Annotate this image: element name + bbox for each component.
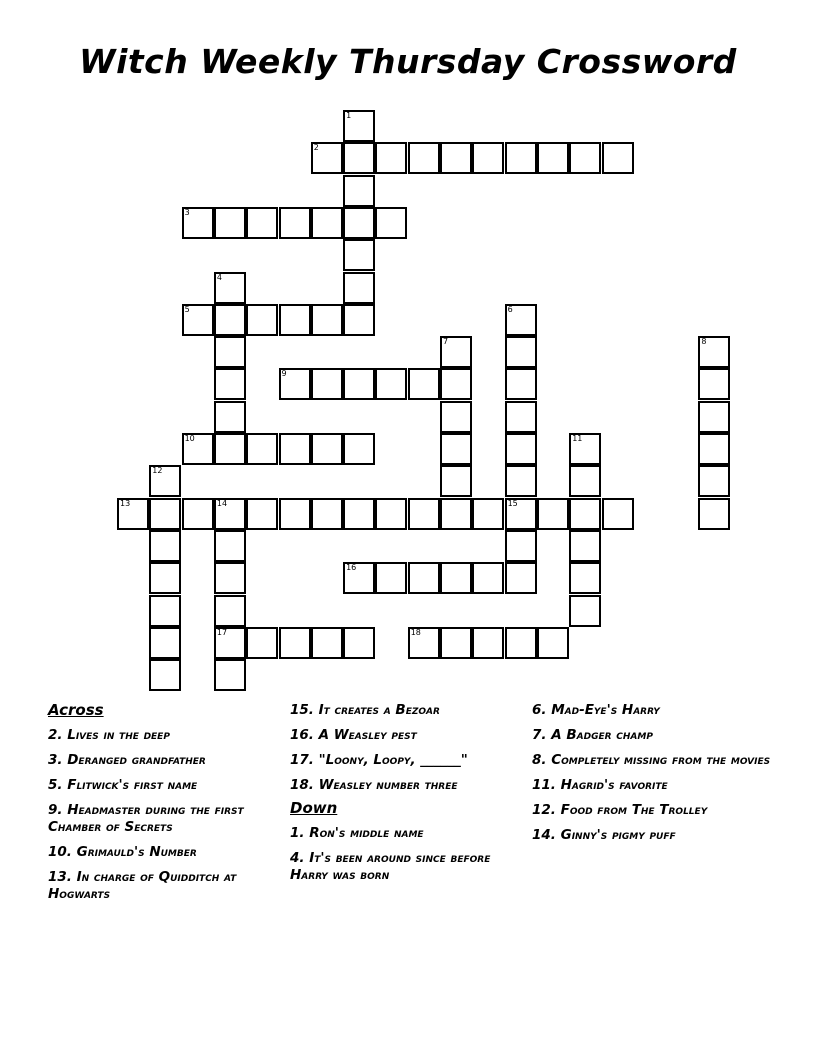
puzzle-title: Witch Weekly Thursday Crossword: [79, 42, 737, 81]
clue-down-4: 4. It's been around since before Harry was born: [290, 850, 491, 883]
grid-cell[interactable]: [311, 368, 343, 400]
grid-cell[interactable]: [343, 562, 375, 594]
grid-cell[interactable]: [214, 562, 246, 594]
grid-cell[interactable]: [149, 498, 181, 530]
clue-down-8: 8. Completely missing from the movies: [532, 752, 771, 768]
clue-down-1: 1. Ron's middle name: [290, 825, 424, 841]
clue-number: 2: [313, 143, 319, 153]
grid-cell[interactable]: [279, 304, 311, 336]
grid-cell[interactable]: [569, 498, 601, 530]
clue-number: 8: [701, 337, 707, 347]
clue-number: 12: [152, 466, 163, 476]
grid-cell[interactable]: [602, 498, 634, 530]
grid-cell[interactable]: [214, 401, 246, 433]
clue-across-17: 17. "Loony, Loopy, ______": [290, 752, 468, 768]
grid-cell[interactable]: [472, 627, 504, 659]
grid-cell[interactable]: [505, 336, 537, 368]
grid-cell[interactable]: [440, 465, 472, 497]
grid-cell[interactable]: [698, 498, 730, 530]
grid-cell[interactable]: [440, 142, 472, 174]
grid-cell[interactable]: [343, 368, 375, 400]
clue-number: 18: [410, 627, 421, 637]
grid-cell[interactable]: [246, 627, 278, 659]
clue-column-2: [290, 700, 515, 884]
grid-cell[interactable]: [440, 336, 472, 368]
clue-number: 14: [216, 498, 228, 508]
grid-cell[interactable]: [311, 433, 343, 465]
grid-cell[interactable]: [537, 142, 569, 174]
grid-cell[interactable]: [440, 401, 472, 433]
grid-cell[interactable]: [311, 142, 343, 174]
grid-cell[interactable]: [440, 627, 472, 659]
clue-number: 1: [346, 111, 352, 120]
grid-cell[interactable]: [472, 498, 504, 530]
grid-cell[interactable]: [246, 304, 278, 336]
grid-cell[interactable]: [440, 433, 472, 465]
clue-column-3: [532, 700, 772, 844]
grid-cell[interactable]: [408, 562, 440, 594]
grid-cell[interactable]: [182, 304, 214, 336]
grid-cell[interactable]: [214, 659, 246, 691]
grid-cell[interactable]: [343, 110, 375, 142]
clue-number: 6: [507, 304, 513, 314]
clue-number: 3: [184, 207, 190, 217]
grid-cell[interactable]: [505, 401, 537, 433]
grid-cell[interactable]: [311, 498, 343, 530]
clue-number: 17: [216, 627, 228, 637]
grid-cell[interactable]: [375, 207, 407, 239]
grid-cell[interactable]: [472, 562, 504, 594]
clue-number: 15: [507, 498, 518, 508]
grid-cell[interactable]: [569, 433, 601, 465]
clue-down-14: 14. Ginny's pigmy puff: [532, 827, 676, 843]
clue-column-1: [48, 700, 273, 903]
grid-cell[interactable]: [214, 595, 246, 627]
across-heading: Across: [48, 701, 104, 719]
grid-cell[interactable]: [214, 207, 246, 239]
grid-cell[interactable]: [698, 465, 730, 497]
clue-across-10: 10. Grimauld's Number: [48, 844, 197, 860]
grid-cell[interactable]: [214, 498, 246, 530]
grid-cell[interactable]: [505, 498, 537, 530]
grid-cell[interactable]: [569, 465, 601, 497]
grid-cell[interactable]: [246, 498, 278, 530]
clue-across-2: 2. Lives in the deep: [48, 727, 170, 743]
clue-number: 5: [184, 304, 190, 314]
grid-cell[interactable]: [375, 142, 407, 174]
grid-cell[interactable]: [182, 207, 214, 239]
grid-cell[interactable]: [149, 530, 181, 562]
grid-cell[interactable]: [343, 142, 375, 174]
grid-cell[interactable]: [279, 627, 311, 659]
grid-cell[interactable]: [602, 142, 634, 174]
grid-cell[interactable]: [408, 142, 440, 174]
grid-cell[interactable]: [698, 368, 730, 400]
clue-across-5: 5. Flitwick's first name: [48, 777, 198, 793]
grid-cell[interactable]: [698, 401, 730, 433]
grid-cell[interactable]: [505, 304, 537, 336]
grid-cell[interactable]: [505, 142, 537, 174]
clue-number: 9: [281, 369, 287, 379]
grid-cell[interactable]: [505, 368, 537, 400]
grid-cell[interactable]: [343, 498, 375, 530]
grid-cell[interactable]: [279, 498, 311, 530]
grid-cell[interactable]: [698, 433, 730, 465]
clue-down-11: 11. Hagrid's favorite: [532, 777, 668, 793]
grid-cell[interactable]: [505, 433, 537, 465]
clue-number: 7: [443, 337, 449, 347]
clue-down-6: 6. Mad-Eye's Harry: [532, 702, 660, 718]
grid-cell[interactable]: [440, 368, 472, 400]
grid-cell[interactable]: [214, 368, 246, 400]
grid-cell[interactable]: [343, 272, 375, 304]
grid-cell[interactable]: [343, 627, 375, 659]
grid-cell[interactable]: [375, 368, 407, 400]
grid-cell[interactable]: [440, 498, 472, 530]
grid-cell[interactable]: [149, 627, 181, 659]
grid-cell[interactable]: [537, 627, 569, 659]
grid-cell[interactable]: [279, 368, 311, 400]
grid-cell[interactable]: [343, 207, 375, 239]
grid-cell[interactable]: [408, 368, 440, 400]
grid-cell[interactable]: [569, 562, 601, 594]
clue-down-7: 7. A Badger champ: [532, 727, 653, 743]
grid-cell[interactable]: [440, 562, 472, 594]
grid-cell[interactable]: [117, 498, 149, 530]
grid-cell[interactable]: [375, 498, 407, 530]
clue-number: 4: [216, 272, 222, 282]
clue-number: 11: [572, 434, 583, 443]
grid-cell[interactable]: [149, 659, 181, 691]
grid-cell[interactable]: [311, 627, 343, 659]
clue-across-18: 18. Weasley number three: [290, 777, 458, 793]
grid-cell[interactable]: [343, 433, 375, 465]
grid-cell[interactable]: [408, 627, 440, 659]
grid-cell[interactable]: [279, 433, 311, 465]
grid-cell[interactable]: [311, 207, 343, 239]
clue-down-12: 12. Food from The Trolley: [532, 802, 708, 818]
clue-across-16: 16. A Weasley pest: [290, 727, 417, 743]
grid-cell[interactable]: [149, 465, 181, 497]
grid-cell[interactable]: [214, 304, 246, 336]
grid-cell[interactable]: [343, 239, 375, 271]
clue-across-9: 9. Headmaster during the first Chamber of Secrets: [48, 802, 244, 835]
grid-cell[interactable]: [505, 627, 537, 659]
clue-number: 16: [346, 563, 357, 573]
grid-cell[interactable]: [569, 530, 601, 562]
grid-cell[interactable]: [505, 530, 537, 562]
grid-cell[interactable]: [214, 272, 246, 304]
grid-cell[interactable]: [149, 595, 181, 627]
grid-cell[interactable]: [343, 304, 375, 336]
grid-cell[interactable]: [408, 498, 440, 530]
grid-cell[interactable]: [214, 530, 246, 562]
grid-cell[interactable]: [311, 304, 343, 336]
grid-cell[interactable]: [182, 433, 214, 465]
grid-cell[interactable]: [472, 142, 504, 174]
clue-number: 13: [120, 498, 131, 508]
grid-cell[interactable]: [505, 562, 537, 594]
clue-across-3: 3. Deranged grandfather: [48, 752, 206, 768]
grid-cell[interactable]: [375, 562, 407, 594]
clue-number: 10: [184, 434, 195, 443]
grid-cell[interactable]: [182, 498, 214, 530]
grid-cell[interactable]: [214, 627, 246, 659]
grid-cell[interactable]: [698, 336, 730, 368]
down-heading: Down: [290, 799, 338, 817]
grid-cell[interactable]: [214, 433, 246, 465]
grid-cell[interactable]: [149, 562, 181, 594]
grid-cell[interactable]: [537, 498, 569, 530]
grid-cell[interactable]: [343, 175, 375, 207]
clue-across-15: 15. It creates a Bezoar: [290, 702, 440, 718]
grid-cell[interactable]: [214, 336, 246, 368]
clue-across-13: 13. In charge of Quidditch at Hogwarts: [48, 869, 237, 902]
grid-cell[interactable]: [246, 433, 278, 465]
grid-cell[interactable]: [569, 142, 601, 174]
grid-cell[interactable]: [279, 207, 311, 239]
grid-cell[interactable]: [246, 207, 278, 239]
grid-cell[interactable]: [505, 465, 537, 497]
grid-cell[interactable]: [569, 595, 601, 627]
